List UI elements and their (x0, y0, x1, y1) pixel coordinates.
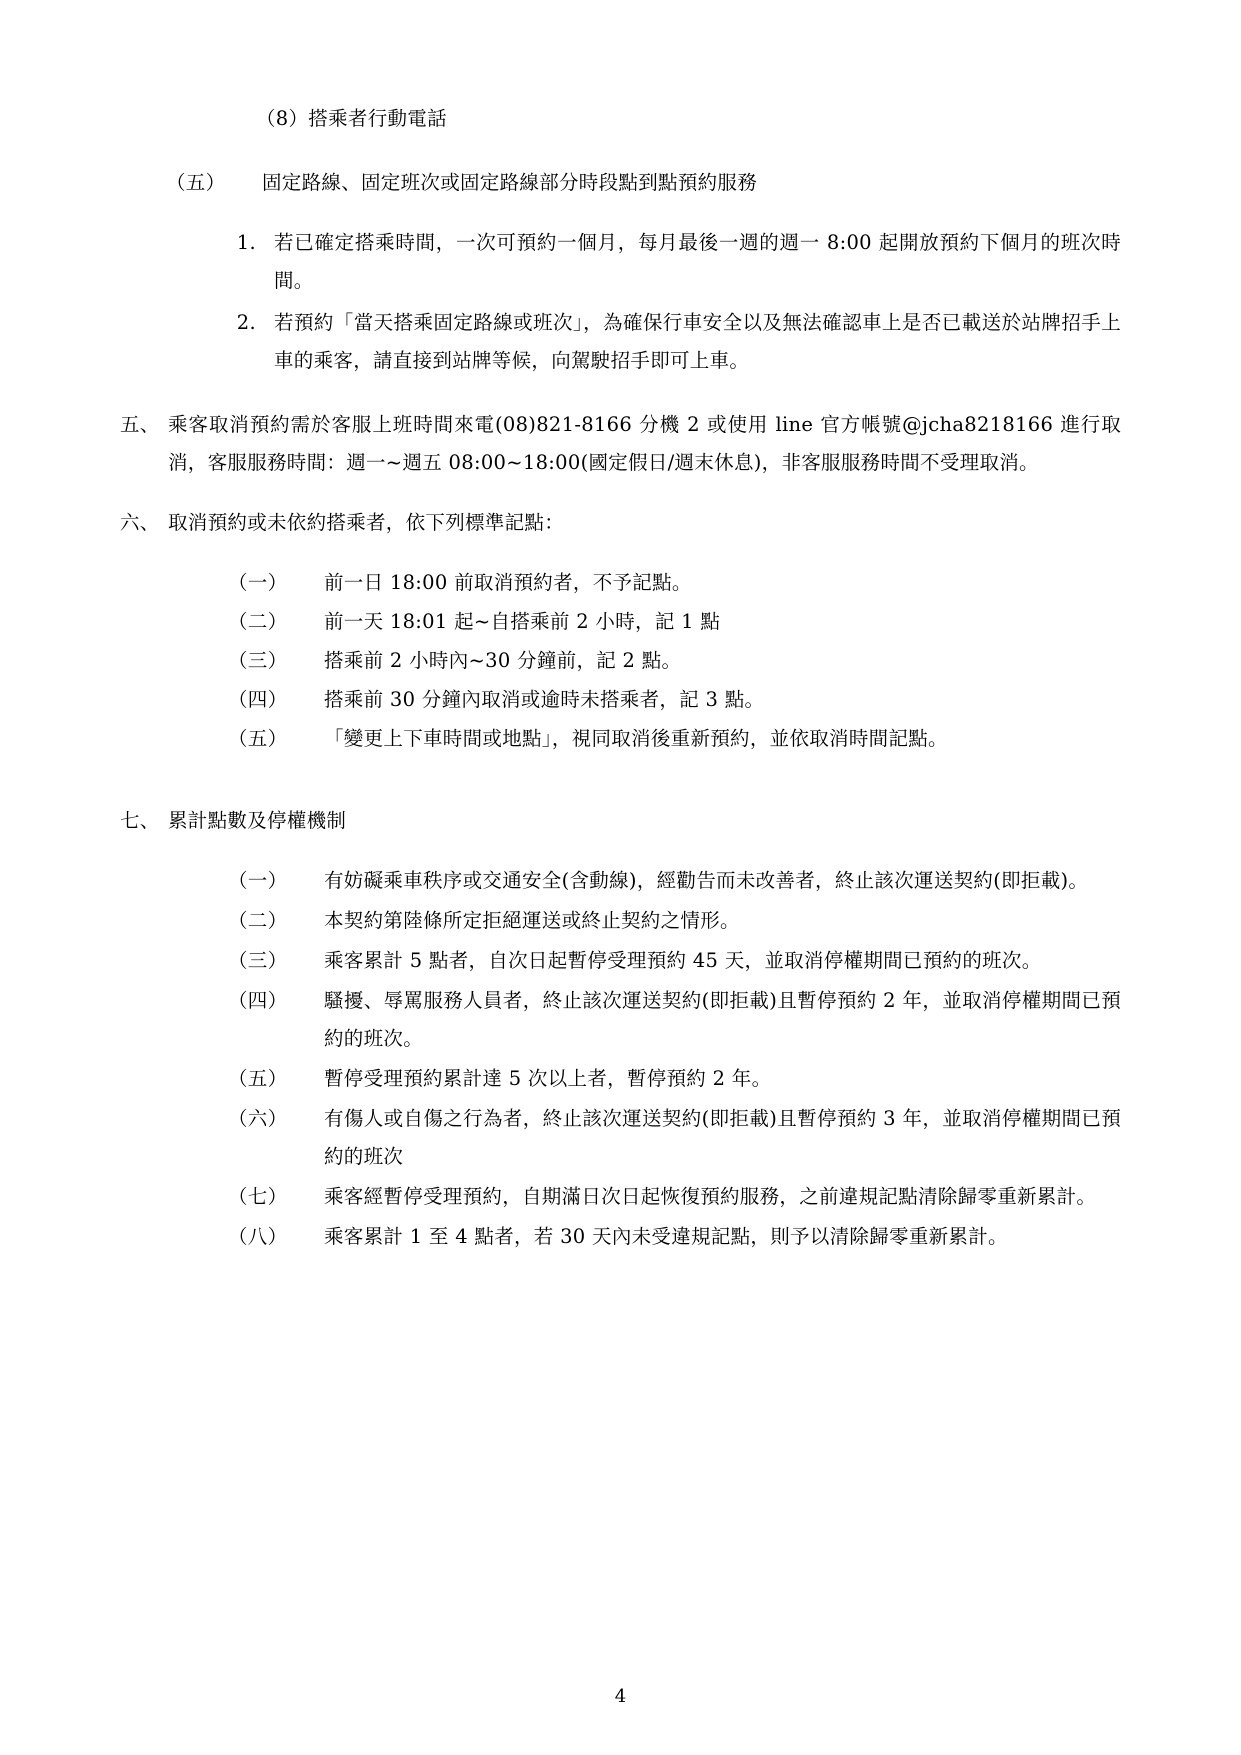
document-body (120, 100, 1121, 1256)
list-item (228, 642, 1121, 680)
list-item-marker: （五） (228, 727, 288, 751)
list-item (228, 942, 1121, 980)
article-six-marker: 六、 (120, 511, 160, 535)
numbered-list (120, 224, 1121, 380)
list-item-text: 有妨礙乘車秩序或交通安全(含動線)，經勸告而未改善者，終止該次運送契約(即拒載)。 (324, 869, 1089, 893)
page-number: 4 (614, 1686, 627, 1707)
article-five (120, 406, 1121, 482)
list-item-marker: （一） (228, 571, 288, 595)
list-item-marker: （五） (228, 1067, 288, 1091)
article-five-text: 乘客取消預約需於客服上班時間來電(08)821-8166 分機 2 或使用 line 官方帳號@jcha8218166 進行取消，客服服務時間：週一~週五 08:00~18:00(國定假日/週末休息)，非客服服務時間不受理取消。 (168, 413, 1121, 475)
list-item (228, 603, 1121, 641)
list-item (228, 224, 1121, 300)
list-item-text: 暫停受理預約累計達 5 次以上者，暫停預約 2 年。 (324, 1067, 772, 1091)
list-item-text: 前一天 18:01 起~自搭乘前 2 小時，記 1 點 (324, 610, 721, 634)
list-item (228, 681, 1121, 719)
article-seven-text: 累計點數及停權機制 (168, 809, 347, 833)
list-item-marker: （三） (228, 949, 288, 973)
article-five-marker: 五、 (120, 413, 160, 437)
list-item-marker: 2. (236, 311, 256, 335)
list-item-text: 有傷人或自傷之行為者，終止該次運送契約(即拒載)且暫停預約 3 年，並取消停權期間已預約的班次 (324, 1107, 1121, 1169)
section-five-heading (120, 164, 1121, 202)
list-item-marker: （四） (228, 688, 288, 712)
list-item-text: 前一日 18:00 前取消預約者，不予記點。 (324, 571, 692, 595)
list-item-text: 搭乘前 2 小時內~30 分鐘前，記 2 點。 (324, 649, 682, 673)
list-item-marker: （二） (228, 610, 288, 634)
list-item-marker: （六） (228, 1107, 288, 1131)
list-item-text: 本契約第陸條所定拒絕運送或終止契約之情形。 (324, 909, 740, 933)
list-item-marker: （八） (228, 1225, 288, 1249)
list-item-marker: （四） (228, 989, 288, 1013)
section-five-text: 固定路線、固定班次或固定路線部分時段點到點預約服務 (262, 171, 758, 195)
article-seven (120, 802, 1121, 840)
list-item-marker: 1. (236, 231, 256, 255)
list-item-text: 乘客累計 5 點者，自次日起暫停受理預約 45 天，並取消停權期間已預約的班次。 (324, 949, 1042, 973)
list-item (228, 1218, 1121, 1256)
list-item-text: 搭乘前 30 分鐘內取消或逾時未搭乘者，記 3 點。 (324, 688, 765, 712)
list-item (228, 564, 1121, 602)
list-item-marker: （一） (228, 869, 288, 893)
article-seven-list (120, 862, 1121, 1256)
list-item-marker: （二） (228, 909, 288, 933)
list-item-text: 乘客經暫停受理預約，自期滿日次日起恢復預約服務，之前違規記點清除歸零重新累計。 (324, 1185, 1097, 1209)
list-item (228, 720, 1121, 758)
article-six-list (120, 564, 1121, 758)
list-item (228, 1060, 1121, 1098)
list-item-marker: （七） (228, 1185, 288, 1209)
list-item-text: 「變更上下車時間或地點」，視同取消後重新預約，並依取消時間記點。 (324, 727, 948, 751)
section-five-marker: （五） (166, 171, 226, 195)
list-item-text: 乘客累計 1 至 4 點者，若 30 天內未受違規記點，則予以清除歸零重新累計。 (324, 1225, 1008, 1249)
article-six (120, 504, 1121, 542)
list-item (228, 304, 1121, 380)
list-item-marker: （三） (228, 649, 288, 673)
list-item (228, 982, 1121, 1058)
list-item-text: 若預約「當天搭乘固定路線或班次」，為確保行車安全以及無法確認車上是否已載送於站牌招手上車的乘客，請直接到站牌等候，向駕駛招手即可上車。 (274, 311, 1121, 373)
list-item (228, 1178, 1121, 1216)
list-item-text: 騷擾、辱罵服務人員者，終止該次運送契約(即拒載)且暫停預約 2 年，並取消停權期間已預約的班次。 (324, 989, 1121, 1051)
list-item (228, 1100, 1121, 1176)
article-seven-marker: 七、 (120, 809, 160, 833)
list-item (228, 902, 1121, 940)
article-six-text: 取消預約或未依約搭乘者，依下列標準記點： (168, 511, 565, 535)
list-item (228, 862, 1121, 900)
list-item-text: 若已確定搭乘時間，一次可預約一個月，每月最後一週的週一 8:00 起開放預約下個月的班次時間。 (274, 231, 1121, 293)
sub-item-8: （8）搭乘者行動電話 (256, 107, 447, 130)
